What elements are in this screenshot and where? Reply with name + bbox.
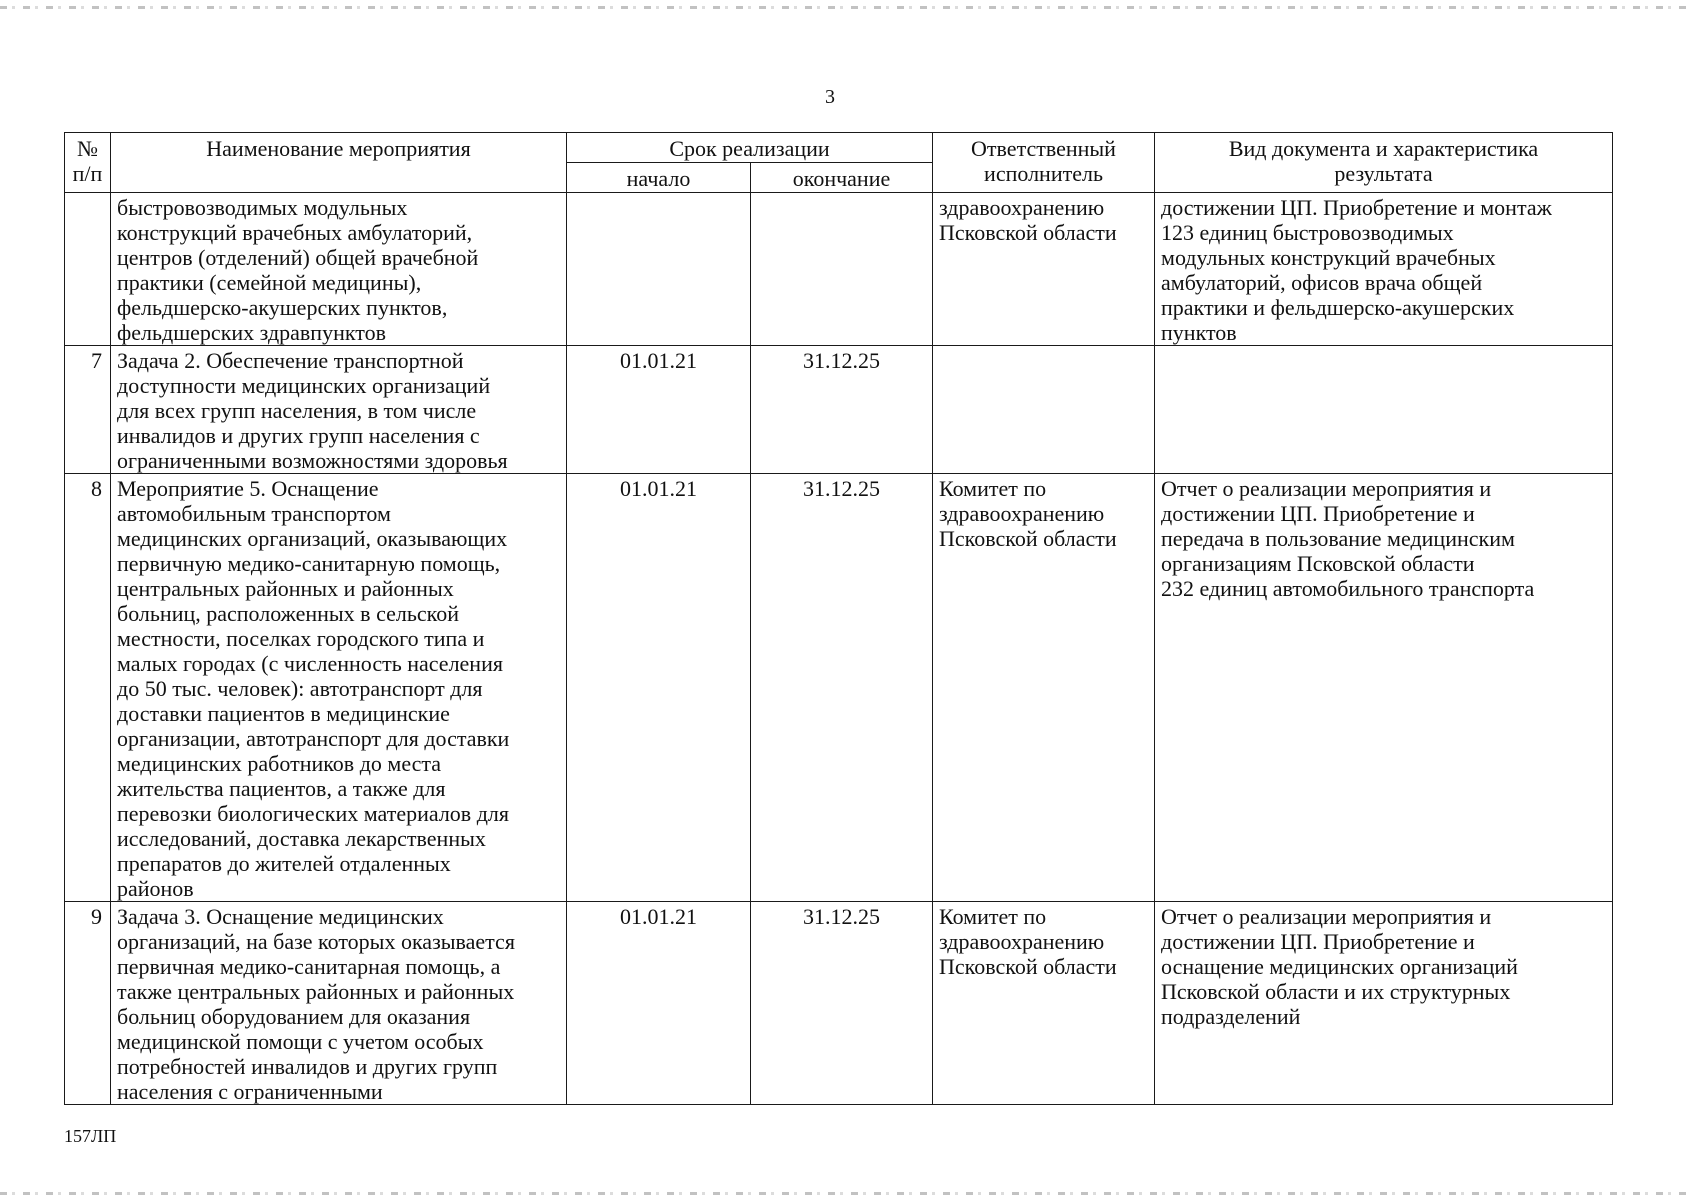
document-code: 157ЛП: [64, 1126, 117, 1146]
header-start: начало: [567, 163, 751, 193]
row-start: 01.01.21: [567, 902, 751, 1105]
row-number: 8: [65, 474, 111, 902]
header-document: Вид документа и характеристика результата: [1155, 133, 1613, 193]
row-start: 01.01.21: [567, 346, 751, 474]
activities-table: [64, 132, 1613, 1105]
table-header: [65, 133, 1613, 193]
table-row: [65, 346, 1613, 474]
table-row: [65, 474, 1613, 902]
row-end: [751, 193, 933, 346]
row-number: 7: [65, 346, 111, 474]
table-row: [65, 193, 1613, 346]
header-name: Наименование мероприятия: [111, 133, 567, 193]
row-end: 31.12.25: [751, 474, 933, 902]
row-document: Отчет о реализации мероприятия и достижении ЦП. Приобретение и передача в пользование медицинским организациям Псковской области 232 единиц автомобильного транспорта: [1155, 474, 1613, 902]
row-responsible: [933, 346, 1155, 474]
scan-edge-bottom: [0, 1192, 1686, 1195]
row-start: 01.01.21: [567, 474, 751, 902]
row-end: 31.12.25: [751, 902, 933, 1105]
row-document: Отчет о реализации мероприятия и достижении ЦП. Приобретение и оснащение медицинских организаций Псковской области и их структурных подразделений: [1155, 902, 1613, 1105]
page-number: 3: [825, 86, 835, 108]
row-responsible: Комитет по здравоохранению Псковской области: [933, 474, 1155, 902]
header-period: Срок реализации: [567, 133, 933, 163]
scan-edge-top: [0, 6, 1686, 9]
header-responsible: Ответственный исполнитель: [933, 133, 1155, 193]
header-end: окончание: [751, 163, 933, 193]
row-name: Задача 2. Обеспечение транспортной доступности медицинских организаций для всех групп населения, в том числе инвалидов и других групп населения с ограниченными возможностями здоровья: [111, 346, 567, 474]
row-number: [65, 193, 111, 346]
table-row: [65, 902, 1613, 1105]
row-end: 31.12.25: [751, 346, 933, 474]
row-name: быстровозводимых модульных конструкций врачебных амбулаторий, центров (отделений) общей врачебной практики (семейной медицины), фельдшерско-акушерских пунктов, фельдшерских здравпунктов: [111, 193, 567, 346]
row-document: достижении ЦП. Приобретение и монтаж 123 единиц быстровозводимых модульных конструкций врачебных амбулаторий, офисов врача общей практики и фельдшерско-акушерских пунктов: [1155, 193, 1613, 346]
row-responsible: Комитет по здравоохранению Псковской области: [933, 902, 1155, 1105]
row-start: [567, 193, 751, 346]
row-responsible: здравоохранению Псковской области: [933, 193, 1155, 346]
header-number: № п/п: [65, 133, 111, 193]
row-name: Мероприятие 5. Оснащение автомобильным транспортом медицинских организаций, оказывающих первичную медико-санитарную помощь, центральных районных и районных больниц, расположенных в сельской местности, поселках городского типа и малых городах (с численность населения до 50 тыс. человек): автотранспорт для доставки пациентов в медицинские организации, автотранспорт для доставки медицинских работников до места жительства пациентов, а также для перевозки биологических материалов для исследований, доставка лекарственных препаратов до жителей отдаленных районов: [111, 474, 567, 902]
row-name: Задача 3. Оснащение медицинских организаций, на базе которых оказывается первичная медико-санитарная помощь, а также центральных районных и районных больниц оборудованием для оказания медицинской помощи с учетом особых потребностей инвалидов и других групп населения с ограниченными: [111, 902, 567, 1105]
row-document: [1155, 346, 1613, 474]
row-number: 9: [65, 902, 111, 1105]
